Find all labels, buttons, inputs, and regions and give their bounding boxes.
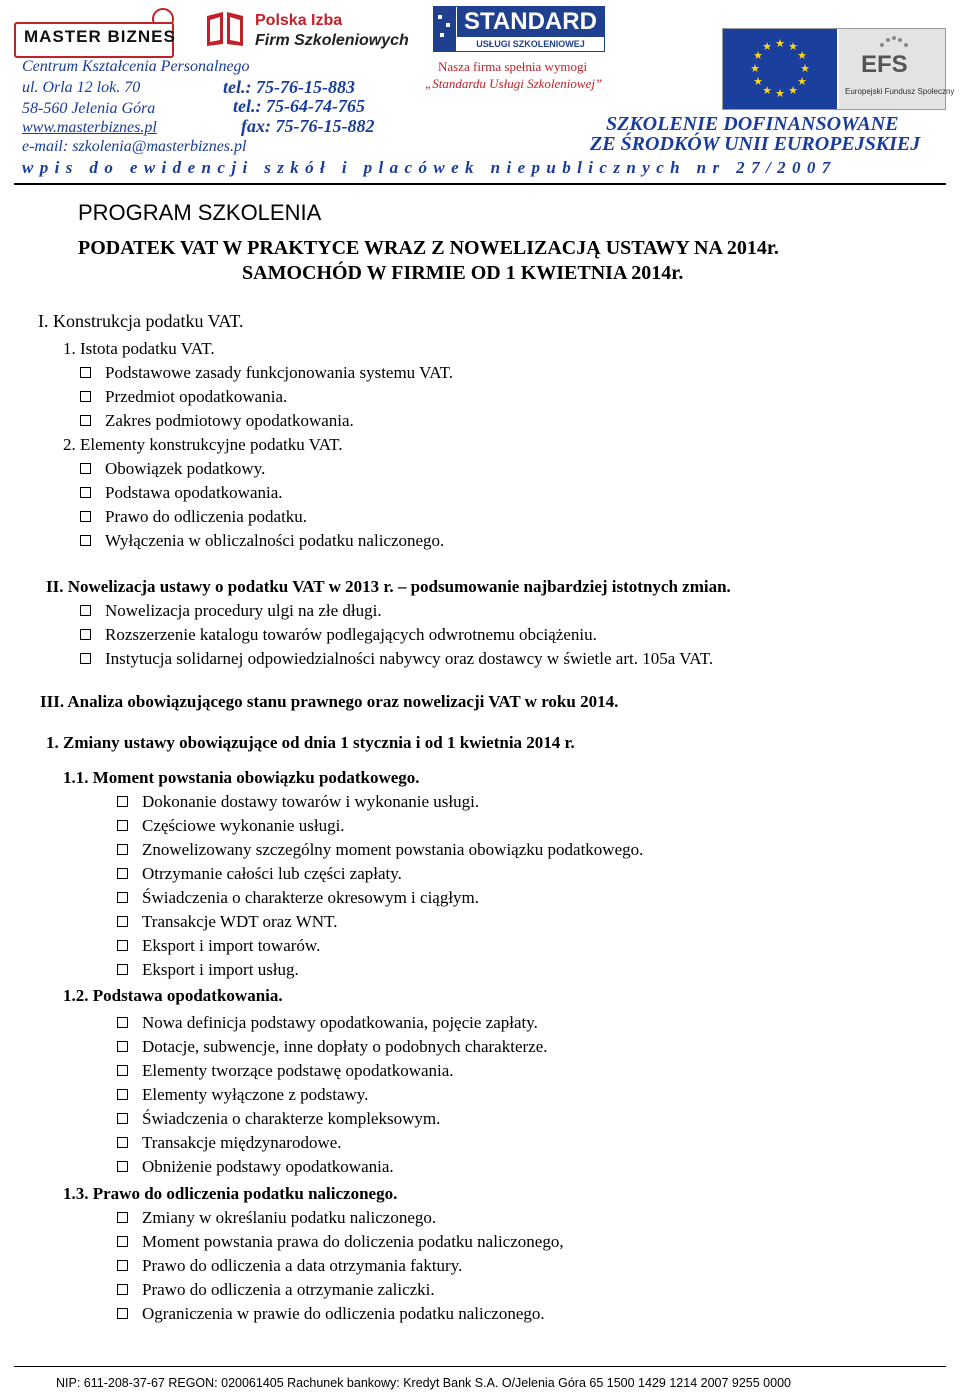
section-3-sub-1-2: 1.2. Podstawa opodatkowania. [63,986,283,1005]
checkbox-bullet-icon [80,391,91,402]
checkbox-bullet-icon [117,1113,128,1124]
checkbox-bullet-icon [80,511,91,522]
svg-text:★: ★ [753,49,763,62]
checkbox-bullet-icon [117,964,128,975]
standard-note-2: „Standardu Usługi Szkoleniowej” [425,76,603,91]
list-item: Prawo do odliczenia a otrzymanie zaliczki. [117,1280,435,1300]
registry-note: wpis do ewidencji szkół i placówek niepublicznych nr 27/2007 [22,158,837,177]
eu-efs-logo: ★ ★ ★ ★ ★ ★ ★ ★ ★ ★ ★ ★ EFS Europejski Fundusz Społeczny [722,28,946,110]
masterbiznes-logo: MASTER BIZNES [14,8,172,60]
section-3-sub-1-3: 1.3. Prawo do odliczenia podatku naliczonego. [63,1184,398,1203]
list-item: Rozszerzenie katalogu towarów podlegających odwrotnemu obciążeniu. [80,625,597,645]
checkbox-bullet-icon [117,868,128,879]
checkbox-bullet-icon [117,820,128,831]
standard-stripe [434,7,456,51]
list-item: Eksport i import towarów. [117,936,320,956]
list-item: Nowelizacja procedury ulgi na złe długi. [80,601,382,621]
checkbox-bullet-icon [117,1284,128,1295]
svg-text:★: ★ [775,87,785,100]
list-item: Instytucja solidarnej odpowiedzialności nabywcy oraz dostawcy w świetle art. 105a VAT. [80,649,713,669]
section-3-heading: III. Analiza obowiązującego stanu prawnego oraz nowelizacji VAT w roku 2014. [40,692,619,711]
checkbox-bullet-icon [117,1161,128,1172]
checkbox-bullet-icon [117,1236,128,1247]
list-item: Przedmiot opodatkowania. [80,387,287,407]
footer-divider [14,1366,946,1367]
checkbox-bullet-icon [117,940,128,951]
checkbox-bullet-icon [117,1137,128,1148]
list-item: Świadczenia o charakterze kompleksowym. [117,1109,440,1129]
eu-flag-icon [723,29,837,109]
checkbox-bullet-icon [117,1017,128,1028]
book-icon [205,8,245,48]
header-divider [14,183,946,185]
website-link[interactable]: www.masterbiznes.pl [22,119,157,136]
standard-note-1: Nasza firma spełnia wymogi [438,59,588,74]
section-1-heading: I. Konstrukcja podatku VAT. [38,311,244,331]
svg-text:★: ★ [750,62,760,75]
svg-text:★: ★ [800,62,810,75]
section-1-sub-2: 2. Elementy konstrukcyjne podatku VAT. [63,435,343,454]
list-item: Prawo do odliczenia a data otrzymania faktury. [117,1256,462,1276]
checkbox-bullet-icon [80,487,91,498]
checkbox-bullet-icon [117,796,128,807]
list-item: Prawo do odliczenia podatku. [80,507,307,527]
list-item: Elementy tworzące podstawę opodatkowania. [117,1061,454,1081]
list-item: Transakcje WDT oraz WNT. [117,912,337,932]
company-name: Centrum Kształcenia Personalnego [22,58,250,75]
list-item: Dotacje, subwencje, inne dopłaty o podobnych charakterze. [117,1037,548,1057]
list-item: Częściowe wykonanie usługi. [117,816,345,836]
list-item: Obniżenie podstawy opodatkowania. [117,1157,394,1177]
list-item: Transakcje międzynarodowe. [117,1133,342,1153]
list-item: Nowa definicja podstawy opodatkowania, pojęcie zapłaty. [117,1013,538,1033]
standard-logo: STANDARD USŁUGI SZKOLENIOWEJ [433,6,605,52]
checkbox-bullet-icon [80,415,91,426]
checkbox-bullet-icon [80,535,91,546]
checkbox-bullet-icon [80,463,91,474]
svg-text:★: ★ [775,37,785,50]
svg-text:★: ★ [797,75,807,88]
checkbox-bullet-icon [117,892,128,903]
list-item: Obowiązek podatkowy. [80,459,265,479]
cofinanced-line-1: SZKOLENIE DOFINANSOWANE [606,113,899,135]
efs-stars-icon [879,35,909,49]
list-item: Znowelizowany szczególny moment powstania obowiązku podatkowego. [117,840,643,860]
list-item: Moment powstania prawa do doliczenia podatku naliczonego, [117,1232,564,1252]
list-item: Otrzymanie całości lub części zapłaty. [117,864,402,884]
address-city: 58-560 Jelenia Góra [22,100,156,117]
list-item: Elementy wyłączone z podstawy. [117,1085,368,1105]
cofinanced-line-2: ZE ŚRODKÓW UNII EUROPEJSKIEJ [590,133,921,155]
course-title: PODATEK VAT W PRAKTYCE WRAZ Z NOWELIZACJĄ USTAWY NA 2014r. [78,237,779,259]
list-item: Zmiany w określaniu podatku naliczonego. [117,1208,436,1228]
email-link[interactable]: e-mail: szkolenia@masterbiznes.pl [22,138,247,155]
list-item: Podstawa opodatkowania. [80,483,283,503]
checkbox-bullet-icon [117,1089,128,1100]
program-title: PROGRAM SZKOLENIA [78,200,322,225]
svg-text:★: ★ [762,84,772,97]
checkbox-bullet-icon [80,367,91,378]
list-item: Wyłączenia w obliczalności podatku naliczonego. [80,531,444,551]
course-subtitle: SAMOCHÓD W FIRMIE OD 1 KWIETNIA 2014r. [242,262,684,284]
checkbox-bullet-icon [117,1065,128,1076]
checkbox-bullet-icon [117,1212,128,1223]
checkbox-bullet-icon [117,916,128,927]
svg-text:★: ★ [788,40,798,53]
checkbox-bullet-icon [117,1308,128,1319]
section-1-sub-1: 1. Istota podatku VAT. [63,339,215,358]
pifs-logo: Polska Izba Firm Szkoleniowych [205,6,420,54]
tel2: tel.: 75-64-74-765 [233,96,365,116]
section-3-sub-1: 1. Zmiany ustawy obowiązujące od dnia 1 stycznia i od 1 kwietnia 2014 r. [46,733,575,752]
checkbox-bullet-icon [117,1260,128,1271]
checkbox-bullet-icon [80,653,91,664]
tel1: tel.: 75-76-15-883 [223,77,355,97]
list-item: Świadczenia o charakterze okresowym i ciągłym. [117,888,479,908]
checkbox-bullet-icon [117,844,128,855]
checkbox-bullet-icon [80,629,91,640]
list-item: Zakres podmiotowy opodatkowania. [80,411,354,431]
list-item: Podstawowe zasady funkcjonowania systemu VAT. [80,363,453,383]
footer-company-info: NIP: 611-208-37-67 REGON: 020061405 Rachunek bankowy: Kredyt Bank S.A. O/Jelenia Góra 65 1500 1429 1214 2007 9255 0000 [56,1376,791,1390]
list-item: Eksport i import usług. [117,960,299,980]
list-item: Dokonanie dostawy towarów i wykonanie usługi. [117,792,479,812]
svg-text:★: ★ [797,49,807,62]
section-3-sub-1-1: 1.1. Moment powstania obowiązku podatkowego. [63,768,420,787]
svg-text:★: ★ [762,40,772,53]
list-item: Ograniczenia w prawie do odliczenia podatku naliczonego. [117,1304,545,1324]
svg-text:★: ★ [753,75,763,88]
checkbox-bullet-icon [80,605,91,616]
checkbox-bullet-icon [117,1041,128,1052]
svg-text:★: ★ [788,84,798,97]
fax: fax: 75-76-15-882 [241,116,375,136]
section-2-heading: II. Nowelizacja ustawy o podatku VAT w 2013 r. – podsumowanie najbardziej istotnych zmian. [46,577,731,596]
address-street: ul. Orla 12 lok. 70 [22,79,141,96]
